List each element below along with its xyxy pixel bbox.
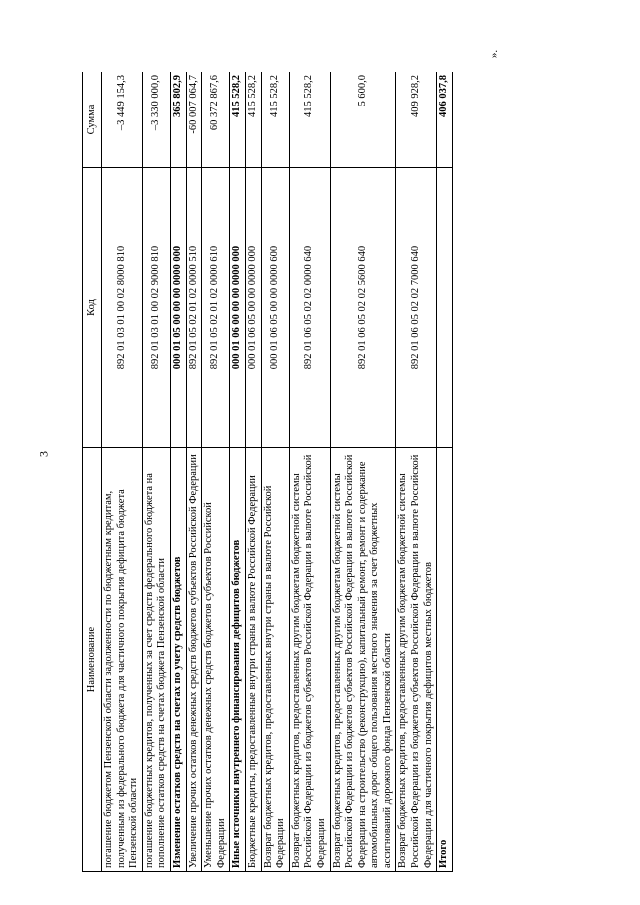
rotated-table-frame	[82, 72, 492, 872]
table-row	[289, 72, 330, 872]
cell-sum: 415 528,2	[289, 72, 330, 168]
table-row	[102, 72, 143, 872]
cell-code: 000 01 06 05 00 00 0000 600	[261, 168, 289, 448]
cell-sum: 409 928,2	[396, 72, 437, 168]
table-row	[170, 72, 186, 872]
cell-code: 892 01 05 02 01 02 0000 610	[202, 168, 230, 448]
cell-code: 892 01 05 02 01 02 0000 510	[186, 168, 202, 448]
table-header-row	[83, 72, 102, 872]
rotated-table-container	[82, 72, 492, 872]
cell-code: 892 01 06 05 02 02 5600 640	[330, 168, 396, 448]
cell-name: Уменьшение прочих остатков денежных средств бюджетов субъектов Российской Федерации	[202, 448, 230, 872]
cell-sum: 406 037,8	[437, 72, 453, 168]
table-row	[261, 72, 289, 872]
cell-name: Возврат бюджетных кредитов, предоставленных другим бюджетам бюджетной системы Российской Федерации из бюджетов субъектов Российской Федерации в валюте Российской Федерации для частичного покрытия дефицитов местных бюджетов	[396, 448, 437, 872]
header-code: Код	[83, 168, 102, 448]
cell-code: 892 01 06 05 02 02 7000 640	[396, 168, 437, 448]
cell-name: Увеличение прочих остатков денежных средств бюджетов субъектов Российской Федерации	[186, 448, 202, 872]
table-row	[330, 72, 396, 872]
cell-name: Возврат бюджетных кредитов, предоставленных внутри страны в валюте Российской Федерации	[261, 448, 289, 872]
cell-sum: –3 449 154,3	[102, 72, 143, 168]
table-row	[245, 72, 261, 872]
cell-name: Изменение остатков средств на счетах по учету средств бюджетов	[170, 448, 186, 872]
table-row	[230, 72, 246, 872]
closing-quote-mark: ».	[488, 49, 501, 59]
cell-code: 892 01 03 01 00 02 8000 810	[102, 168, 143, 448]
cell-code	[437, 168, 453, 448]
table-row	[186, 72, 202, 872]
cell-name: Возврат бюджетных кредитов, предоставленных другим бюджетам бюджетной системы Российской Федерации из бюджетов субъектов Российской Федерации в валюте Российской Федерации на строительство (реконструкцию), капитальный ремонт, ремонт и содержание автомобильных дорог общего пользования местного значения за счет бюджетных ассигнований дорожного фонда Пензенской области	[330, 448, 396, 872]
header-name: Наименование	[83, 448, 102, 872]
cell-sum: 415 528,2	[261, 72, 289, 168]
cell-code: 000 01 06 00 00 00 0000 000	[230, 168, 246, 448]
cell-sum: –3 330 000,0	[142, 72, 170, 168]
table-row	[396, 72, 437, 872]
table-body	[102, 72, 453, 872]
cell-sum: 5 600,0	[330, 72, 396, 168]
cell-sum: 60 372 867,6	[202, 72, 230, 168]
cell-name: Иные источники внутреннего финансирования дефицитов бюджетов	[230, 448, 246, 872]
cell-sum: -60 007 064,7	[186, 72, 202, 168]
page-number: 3	[36, 451, 51, 457]
cell-code: 892 01 03 01 00 02 9000 810	[142, 168, 170, 448]
cell-sum: 415 528,2	[245, 72, 261, 168]
table-row	[437, 72, 453, 872]
cell-name: погашение бюджетом Пензенской области задолженности по бюджетным кредитам, полученным из федерального бюджета для частичного покрытия дефицита бюджета Пензенской области	[102, 448, 143, 872]
header-sum: Сумма	[83, 72, 102, 168]
cell-name: погашение бюджетных кредитов, полученных за счет средств федерального бюджета на пополнение остатков средств на счетах бюджета Пензенской области	[142, 448, 170, 872]
cell-sum: 365 802,9	[170, 72, 186, 168]
table-row	[202, 72, 230, 872]
cell-code: 892 01 06 05 02 02 0000 640	[289, 168, 330, 448]
cell-code: 000 01 05 00 00 00 0000 000	[170, 168, 186, 448]
budget-sources-table	[82, 72, 453, 872]
table-row	[142, 72, 170, 872]
cell-sum: 415 528,2	[230, 72, 246, 168]
cell-code: 000 01 06 05 00 00 0000 000	[245, 168, 261, 448]
cell-name: Бюджетные кредиты, предоставленные внутри страны в валюте Российской Федерации	[245, 448, 261, 872]
cell-name: Возврат бюджетных кредитов, предоставленных другим бюджетам бюджетной системы Российской Федерации из бюджетов субъектов Российской Федерации в валюте Российской Федерации	[289, 448, 330, 872]
cell-name: Итого	[437, 448, 453, 872]
